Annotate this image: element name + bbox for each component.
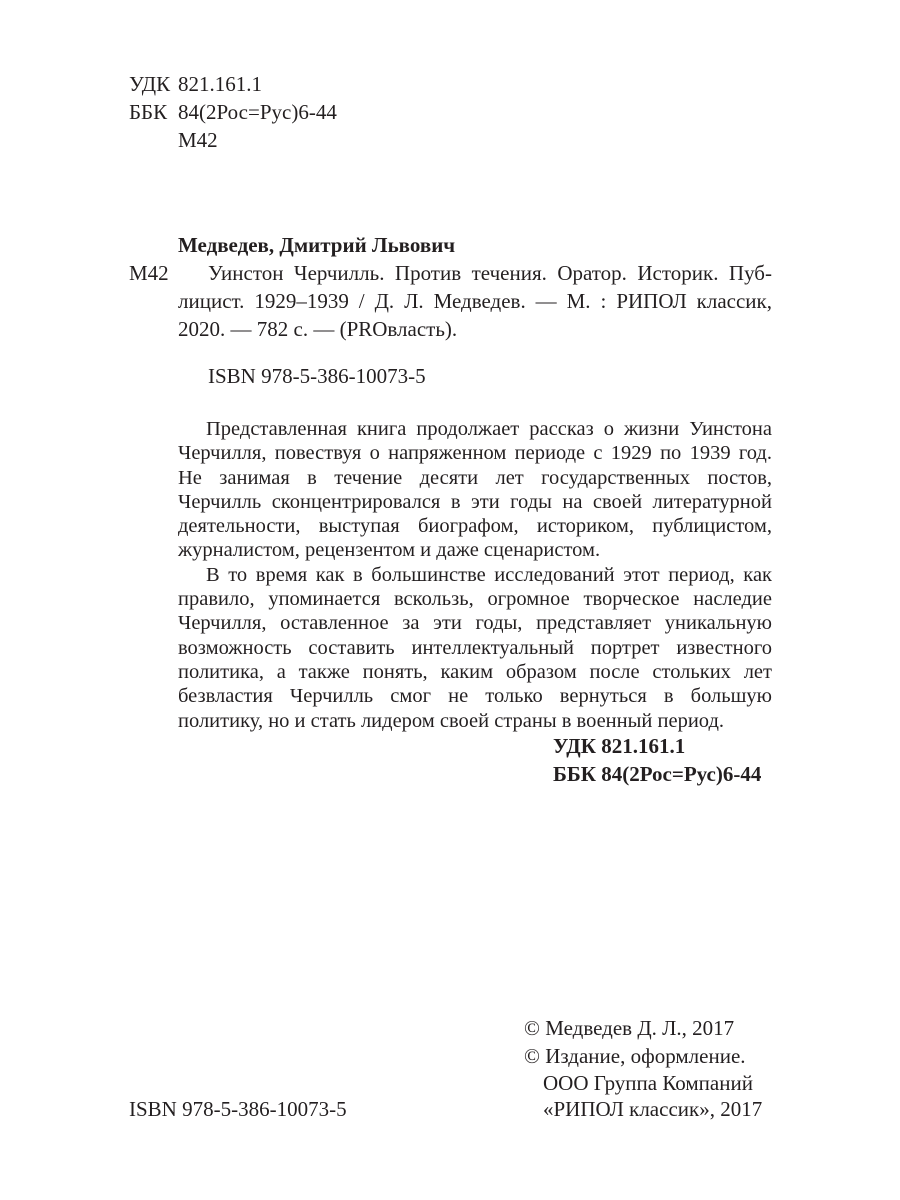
description-line-1: Уинстон Черчилль. Против течения. Оратор. Историк. Пуб-: [208, 261, 772, 285]
description-line-3: 2020. — 782 с. — (PROвласть).: [178, 317, 458, 341]
record-author-mark: М42: [129, 261, 169, 285]
abstract: [178, 417, 772, 733]
footer-isbn: ISBN 978-5-386-10073-5: [129, 1097, 347, 1121]
author-name: Медведев, Дмитрий Львович: [178, 233, 456, 257]
record-isbn: ISBN 978-5-386-10073-5: [208, 364, 426, 388]
bbk-bottom: ББК 84(2Рос=Рус)6-44: [553, 762, 762, 786]
copyright-publisher: «РИПОЛ классик», 2017: [543, 1097, 763, 1121]
copyright-edition: © Издание, оформление.: [524, 1044, 746, 1068]
bbk-label: ББК: [129, 100, 168, 124]
copyright-company: ООО Группа Компаний: [543, 1071, 753, 1095]
abstract-paragraph-1: Представленная книга продолжает рассказ о жизни Уинстона Черчилля, повествуя о напряженном периоде с 1929 по 1939 год. Не занимая в течение десяти лет государственных постов, Черчилль сконцентрировался в эти годы на своей литературной деятельности, выступая биографом, историком, публицистом, журналистом, рецензентом и даже сценаристом.: [178, 418, 772, 562]
author-mark: М42: [178, 128, 218, 152]
description-line-2: лицист. 1929–1939 / Д. Л. Медведев. — М. : РИПОЛ классик,: [178, 289, 772, 313]
udk-bottom: УДК 821.161.1: [553, 734, 686, 758]
copyright-author: © Медведев Д. Л., 2017: [524, 1016, 735, 1040]
udk-value: 821.161.1: [178, 72, 262, 96]
abstract-paragraph-2: В то время как в большинстве исследований этот период, как правило, упоминается вскользь, огромное творческое наследие Черчилля, оставленное за эти годы, представляет уникальную возможность составить интеллектуальный портрет известного политика, а также понять, каким образом после стольких лет безвластия Черчилль смог не только вернуться в большую политику, но и стать лидером своей страны в военный период.: [178, 563, 772, 732]
bbk-value: 84(2Рос=Рус)6-44: [178, 100, 337, 124]
udk-label: УДК: [129, 72, 171, 96]
